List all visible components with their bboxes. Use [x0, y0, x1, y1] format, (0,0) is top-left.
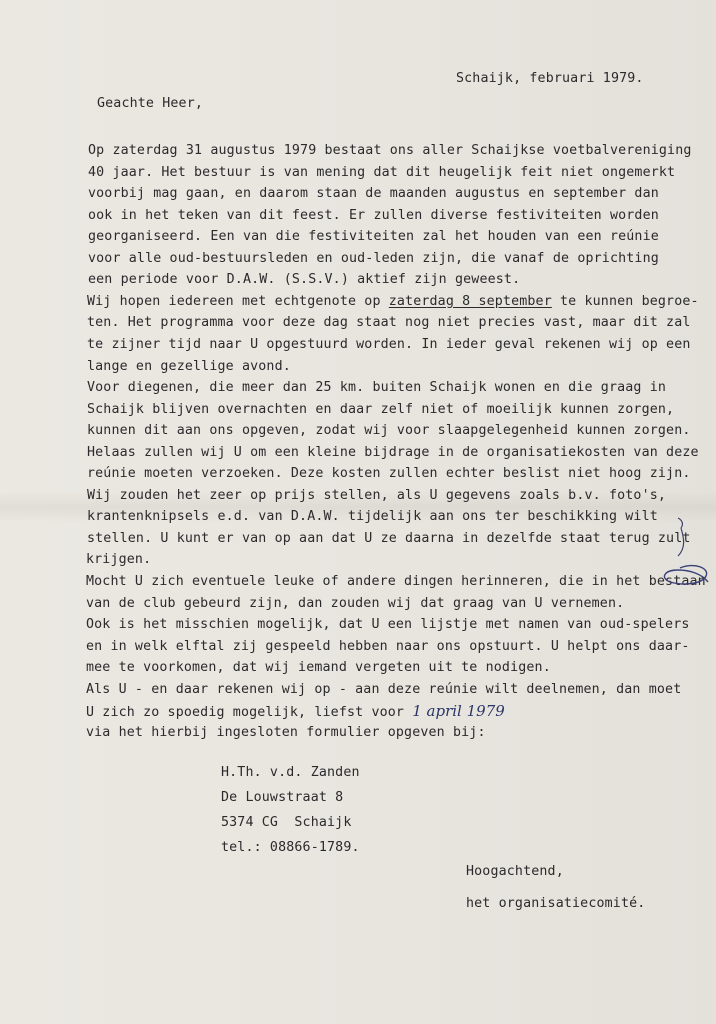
body-line	[86, 725, 486, 741]
body-text: Wij hopen iedereen met echtgenote op	[87, 293, 389, 309]
place-date: Schaijk, februari 1979.	[456, 71, 644, 86]
closing: Hoogachtend,	[466, 864, 564, 879]
body-line	[87, 423, 691, 439]
body-text: ten. Het programma voor deze dag staat nog niet precies vast, maar dit zal	[87, 315, 691, 331]
body-text: voor alle oud-bestuursleden en oud-leden zijn, die vanaf de oprichting	[88, 250, 659, 266]
body-line	[87, 509, 658, 525]
pen-scribble-mark	[650, 560, 712, 594]
body-line	[86, 574, 706, 590]
address-line: 5374 CG Schaijk	[221, 815, 352, 830]
handwritten-date: 1 april 1979	[412, 702, 505, 721]
body-line	[86, 596, 624, 612]
body-line	[88, 143, 692, 159]
body-line	[87, 531, 691, 547]
body-text: voorbij mag gaan, en daarom staan de maanden augustus en september dan	[88, 186, 659, 202]
body-line	[88, 165, 675, 181]
body-line	[88, 272, 520, 288]
body-text: lange en gezellige avond.	[87, 358, 291, 374]
body-text: krantenknipsels e.d. van D.A.W. tijdelijk aan ons ter beschikking wilt	[87, 509, 658, 525]
body-text: U zich zo spoedig mogelijk, liefst voor	[86, 705, 413, 721]
body-line	[88, 251, 659, 267]
body-line	[87, 402, 674, 418]
body-text: Helaas zullen wij U om een kleine bijdrage in de organisatiekosten van deze	[87, 444, 699, 460]
body-text: van de club gebeurd zijn, dan zouden wij dat graag van U vernemen.	[86, 595, 625, 611]
address-line: tel.: 08866-1789.	[221, 840, 360, 855]
body-line	[87, 294, 699, 310]
body-text: te kunnen begroe-	[551, 293, 699, 309]
body-text: Op zaterdag 31 augustus 1979 bestaat ons aller Schaijkse voetbalvereniging	[88, 143, 692, 158]
body-text: Voor diegenen, die meer dan 25 km. buiten Schaijk wonen en die graag in	[87, 380, 667, 396]
salutation: Geachte Heer,	[97, 96, 204, 111]
body-text: te zijner tijd naar U opgestuurd worden. In ieder geval rekenen wij op een	[87, 336, 691, 352]
body-text: een periode voor D.A.W. (S.S.V.) aktief zijn geweest.	[88, 272, 521, 288]
body-line	[86, 660, 551, 676]
body-line	[86, 552, 151, 568]
body-text: stellen. U kunt er van op aan dat U ze daarna in dezelfde staat terug zult	[87, 530, 691, 546]
body-line	[86, 703, 505, 721]
body-line	[87, 488, 666, 504]
body-text: ook in het teken van dit feest. Er zullen diverse festiviteiten worden	[88, 207, 659, 223]
underlined-date: zaterdag 8 september	[388, 293, 552, 309]
body-line	[88, 229, 659, 245]
body-text: Als U - en daar rekenen wij op - aan deze reúnie wilt deelnemen, dan moet	[86, 681, 682, 697]
address-line: H.Th. v.d. Zanden	[221, 765, 360, 780]
body-text: Schaijk blijven overnachten en daar zelf niet of moeilijk kunnen zorgen,	[87, 401, 675, 417]
body-line	[87, 445, 699, 461]
body-text: en in welk elftal zij gespeeld hebben naar ons opstuurt. U helpt ons daar-	[86, 638, 690, 654]
body-line	[86, 639, 690, 655]
body-text: 40 jaar. Het bestuur is van mening dat dit heugelijk feit niet ongemerkt	[88, 164, 676, 180]
body-text: Ook is het misschien mogelijk, dat U een lijstje met namen van oud-spelers	[86, 617, 690, 633]
body-line	[88, 208, 659, 224]
body-text: mee te voorkomen, dat wij iemand vergeten uit te nodigen.	[86, 660, 551, 676]
address-line: De Louwstraat 8	[221, 790, 344, 805]
body-text: via het hierbij ingesloten formulier opgeven bij:	[86, 724, 486, 740]
body-line	[87, 380, 666, 396]
body-line	[87, 359, 291, 375]
body-line	[86, 682, 681, 698]
body-text: Mocht U zich eventuele leuke of andere dingen herinneren, die in het bestaan	[86, 574, 706, 589]
pen-tick-mark	[672, 514, 692, 560]
body-text: Wij zouden het zeer op prijs stellen, als U gegevens zoals b.v. foto's,	[87, 487, 667, 503]
body-line	[87, 466, 691, 482]
body-text: krijgen.	[86, 552, 152, 568]
body-line	[87, 315, 691, 331]
body-text: kunnen dit aan ons opgeven, zodat wij voor slaapgelegenheid kunnen zorgen.	[87, 423, 691, 439]
body-text: georganiseerd. Een van die festiviteiten zal het houden van een reúnie	[88, 229, 659, 245]
body-line	[86, 617, 690, 633]
body-text: reúnie moeten verzoeken. Deze kosten zullen echter beslist niet hoog zijn.	[87, 466, 691, 482]
body-line	[88, 186, 659, 202]
signature-line: het organisatiecomité.	[466, 896, 646, 911]
body-line	[87, 337, 691, 353]
